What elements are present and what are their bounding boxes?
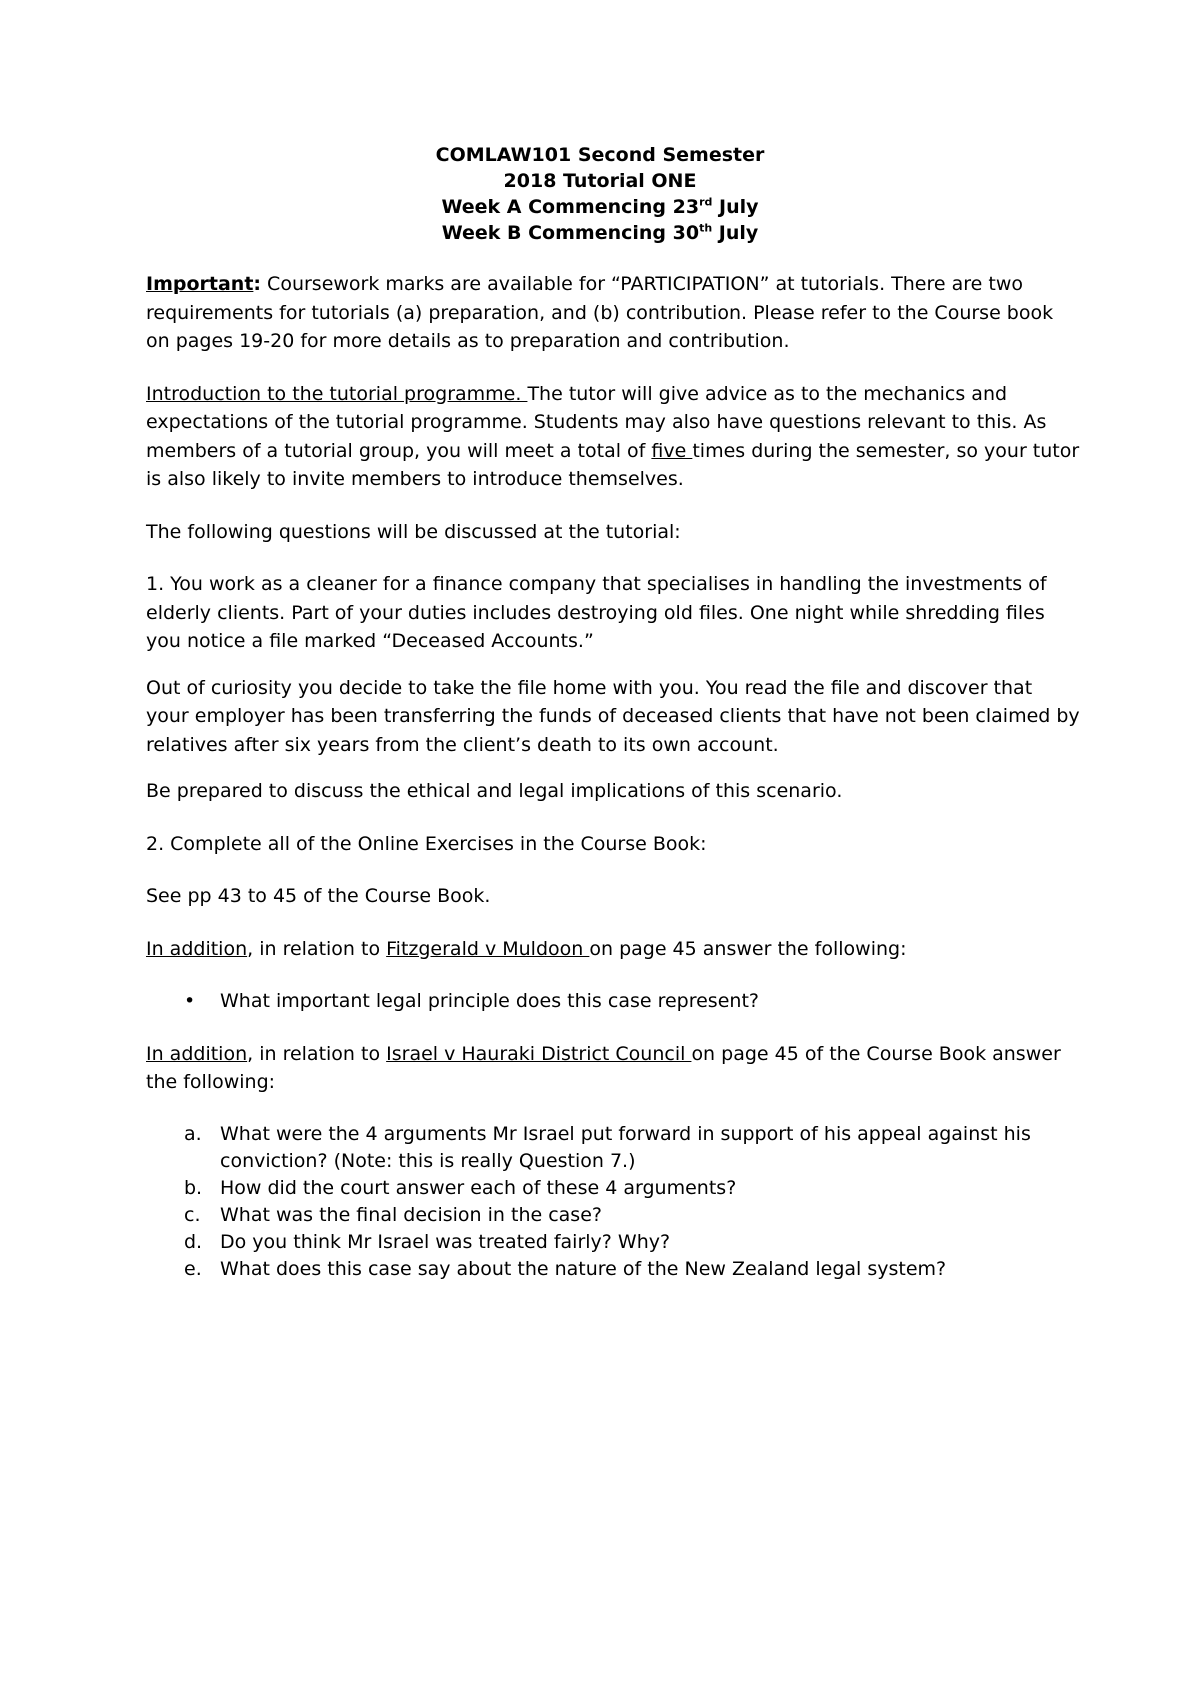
israel-mid: , in relation to (247, 1042, 387, 1065)
list-item-text: How did the court answer each of these 4 arguments? (220, 1176, 737, 1199)
important-text: Coursework marks are available for “PARTICIPATION” at tutorials. There are two requirements for tutorials (a) preparation, and (b) contribution. Please refer to the Course book on pages 19-20 for more details as to preparation and contribution. (146, 273, 1054, 352)
bullet-text: What important legal principle does this case represent? (220, 990, 759, 1012)
week-a-line (146, 194, 1054, 220)
intro-text-after: times during the semester, so your tutor is also likely to invite members to introduce themselves. (146, 439, 1080, 490)
intro-text-before: The tutor will give advice as to the mechanics and expectations of the tutorial programme. Students may also have questions relevant to this. As members of a tutorial group, you will meet a total of (146, 382, 1047, 462)
tutorial-title: 2018 Tutorial ONE (503, 170, 697, 192)
list-marker: c. (184, 1203, 201, 1226)
question-1-scenario: 1. You work as a cleaner for a finance company that specialises in handling the investments of elderly clients. Part of your duties includes destroying old files. One night while shredding files you notice a file marked “Deceased Accounts.” (146, 573, 1047, 652)
fitzgerald-paragraph (146, 935, 1080, 964)
fitzgerald-case-name: Fitzgerald v Muldoon (386, 937, 590, 960)
list-item-text: Do you think Mr Israel was treated fairly? Why? (220, 1230, 671, 1253)
list-item (146, 1121, 1080, 1175)
week-a-month: July (712, 196, 759, 218)
list-item-text: What were the 4 arguments Mr Israel put forward in support of his appeal against his conviction? (Note: this is really Question 7.) (220, 1122, 1031, 1172)
question-1-continuation: Out of curiosity you decide to take the file home with you. You read the file and discover that your employer has been transferring the funds of deceased clients that have not been claimed by relatives after six years from the client’s death to its own account. (146, 676, 1080, 756)
list-marker: d. (184, 1230, 203, 1253)
questions-intro: The following questions will be discussed at the tutorial: (146, 520, 681, 543)
list-item (146, 1202, 1080, 1229)
list-item (146, 1256, 1080, 1283)
israel-case-name: Israel v Hauraki District Council (386, 1042, 692, 1065)
important-colon: : (253, 273, 262, 295)
important-paragraph (146, 270, 1080, 356)
fitzgerald-bullet-list (146, 987, 1080, 1016)
list-item-text: What does this case say about the nature of the New Zealand legal system? (220, 1257, 947, 1280)
list-item-text: What was the final decision in the case? (220, 1203, 602, 1226)
week-b-text: Week B Commencing 30 (441, 222, 700, 244)
list-item (146, 1175, 1080, 1202)
intro-emphasis: five (651, 439, 693, 462)
fitzgerald-tail: on page 45 answer the following: (589, 937, 907, 960)
important-label: Important (146, 273, 254, 295)
week-b-ordinal: th (699, 221, 713, 235)
course-title: COMLAW101 Second Semester (435, 144, 765, 166)
bullet-icon: • (184, 990, 196, 1012)
week-a-ordinal: rd (699, 195, 713, 209)
list-marker: b. (184, 1176, 203, 1199)
list-item (146, 1229, 1080, 1256)
week-a-text: Week A Commencing 23 (441, 196, 700, 218)
israel-paragraph (146, 1040, 1080, 1097)
intro-paragraph (146, 380, 1080, 494)
israel-lead: In addition (146, 1042, 248, 1065)
document-title-block (146, 142, 1054, 246)
list-marker: e. (184, 1257, 202, 1280)
question-1-instruction: Be prepared to discuss the ethical and legal implications of this scenario. (146, 780, 843, 802)
fitzgerald-mid: , in relation to (247, 937, 387, 960)
week-b-month: July (712, 222, 759, 244)
list-item (146, 987, 1080, 1016)
week-b-line (146, 220, 1054, 246)
question-2-reference: See pp 43 to 45 of the Course Book. (146, 885, 491, 907)
question-2: 2. Complete all of the Online Exercises in the Course Book: (146, 832, 707, 855)
fitzgerald-lead: In addition (146, 937, 248, 960)
intro-heading: Introduction to the tutorial programme. (146, 382, 528, 405)
israel-question-list (146, 1121, 1080, 1283)
list-marker: a. (184, 1122, 202, 1145)
israel-tail: on page 45 of the Course Book answer the following: (146, 1042, 1061, 1093)
